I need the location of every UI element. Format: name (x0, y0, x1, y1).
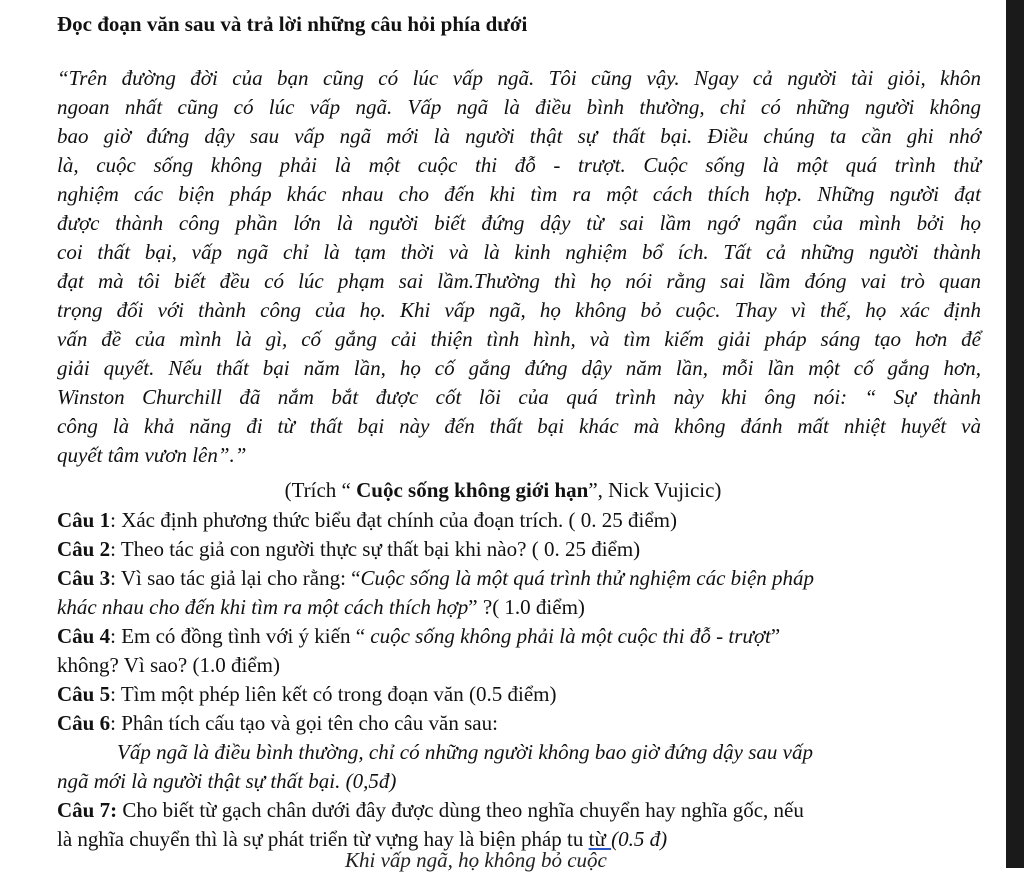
passage-line: là, cuộc sống không phải là một cuộc thi đỗ - trượt. Cuộc sống là một quá trình thử (57, 153, 981, 177)
passage-line: đạt mà tôi biết đều có lúc phạm sai lầm.Thường thì họ nói rằng sai lầm đóng vai trò quan (57, 269, 981, 293)
question-list (57, 506, 981, 854)
passage-line: ngoan nhất cũng có lúc vấp ngã. Vấp ngã là điều bình thường, chỉ có những người không (57, 95, 981, 119)
question-label: Câu 3 (57, 566, 111, 590)
question-quote: Cuộc sống là một quá trình thử nghiệm các biện pháp (360, 566, 815, 590)
passage-line: coi thất bại, vấp ngã chỉ là tạm thời và là kinh nghiệm bổ ích. Tất cả những người thành (57, 240, 981, 264)
passage-line: được thành công phần lớn là người biết đứng dậy từ sai lầm ngớ ngẩn của mình bởi họ (57, 211, 981, 235)
source-suffix: ”, Nick Vujicic) (588, 478, 722, 502)
question-4 (57, 622, 981, 651)
question-6 (57, 709, 981, 738)
question-label: Câu 7: (57, 798, 118, 822)
question-text: Cho biết từ gạch chân dưới đây được dùng theo nghĩa chuyển hay nghĩa gốc, nếu (117, 798, 804, 822)
question-quote: khác nhau cho đến khi tìm ra một cách thích hợp (57, 595, 469, 619)
passage-line: bao giờ đứng dậy sau vấp ngã mới là người thật sự thất bại. Điều chúng ta cần ghi nhớ (57, 124, 981, 148)
instruction-heading: Đọc đoạn văn sau và trả lời những câu hỏi phía dưới (57, 12, 528, 36)
question-quote: cuộc sống không phải là một cuộc thi đỗ - trượt (370, 624, 771, 648)
excerpt-passage (57, 64, 981, 470)
question-text: : Xác định phương thức biểu đạt chính của đoạn trích. ( 0. 25 điểm) (110, 508, 677, 532)
question-6-sentence-continued: ngã mới là người thật sự thất bại. (0,5đ) (57, 769, 397, 793)
source-prefix: (Trích “ (284, 478, 357, 502)
passage-line: giải quyết. Nếu thất bại năm lần, họ cố gắng đứng dậy năm lần, mỗi lần một cố gắng hơn, (57, 356, 981, 380)
question-7 (57, 796, 981, 825)
question-label: Câu 6 (57, 711, 111, 735)
question-text: ” ?( 1.0 điểm) (468, 595, 585, 619)
question-text: : Phân tích cấu tạo và gọi tên cho câu văn sau: (110, 711, 498, 735)
passage-line: vấn đề của mình là gì, cố gắng cải thiện tình hình, và tìm kiếm giải pháp sáng tạo hơn để (57, 327, 981, 351)
question-text: : Tìm một phép liên kết có trong đoạn văn (0.5 điểm) (110, 682, 557, 706)
question-6-sentence: Vấp ngã là điều bình thường, chỉ có những người không bao giờ đứng dậy sau vấp (117, 740, 813, 764)
question-5 (57, 680, 981, 709)
question-points: (0.5 đ) (611, 827, 668, 851)
passage-line: “Trên đường đời của bạn cũng có lúc vấp ngã. Tôi cũng vậy. Ngay cả người tài giỏi, khôn (57, 66, 981, 90)
question-3-continued (57, 593, 981, 622)
question-2 (57, 535, 981, 564)
question-1 (57, 506, 981, 535)
source-title: Cuộc sống không giới hạn (356, 478, 589, 502)
passage-line: công là khả năng đi từ thất bại này đến thất bại khác mà không đánh mất nhiệt huyết và (57, 414, 981, 438)
passage-line: nghiệm các biện pháp khác nhau cho đến khi tìm ra một cách thích hợp. Những người đạt (57, 182, 981, 206)
passage-line: Winston Churchill đã nắm bắt được cốt lõi của quá trình này khi ông nói: “ Sự thành (57, 385, 981, 409)
question-7-sentence-cut: Khi vấp ngã, họ không bỏ cuộc (345, 848, 607, 872)
window-edge-bar (1006, 0, 1024, 868)
question-label: Câu 1 (57, 508, 111, 532)
underlined-word: từ (588, 827, 612, 851)
passage-line: trọng đối với thành công của họ. Khi vấp ngã, họ không bỏ cuộc. Thay vì thế, họ xác định (57, 298, 981, 322)
question-text: ” (770, 624, 781, 648)
question-label: Câu 2 (57, 537, 111, 561)
question-text: : Theo tác giả con người thực sự thất bại khi nào? ( 0. 25 điểm) (110, 537, 641, 561)
question-3 (57, 564, 981, 593)
question-text: là nghĩa chuyển thì là sự phát triển từ vựng hay là biện pháp tu (57, 827, 589, 851)
question-label: Câu 5 (57, 682, 111, 706)
question-text: : Vì sao tác giả lại cho rằng: “ (110, 566, 361, 590)
question-4-continued: không? Vì sao? (1.0 điểm) (57, 653, 280, 677)
passage-line: quyết tâm vươn lên”.” (57, 443, 247, 467)
source-citation (0, 478, 1006, 503)
question-text: : Em có đồng tình với ý kiến “ (110, 624, 371, 648)
question-label: Câu 4 (57, 624, 111, 648)
